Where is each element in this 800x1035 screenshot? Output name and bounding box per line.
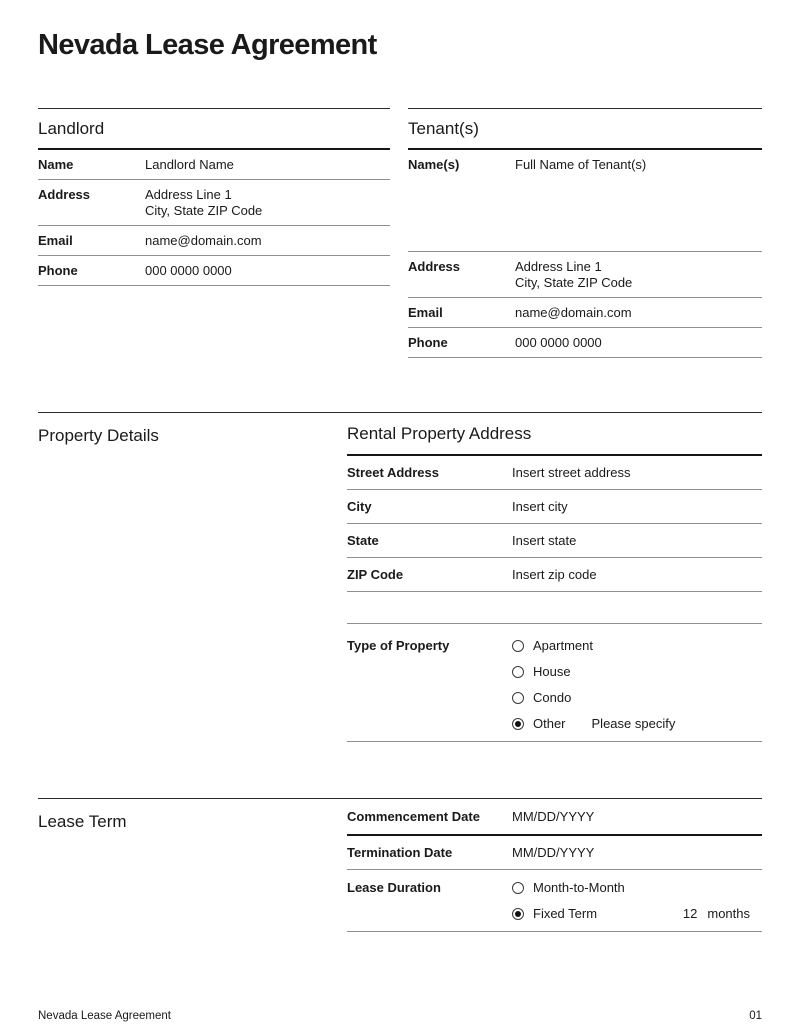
tenant-names-value[interactable]: Full Name of Tenant(s): [515, 156, 647, 172]
other-specify-field[interactable]: Please specify: [591, 716, 676, 732]
option-apartment[interactable]: [512, 637, 762, 655]
radio-icon: [512, 640, 524, 652]
landlord-address-value[interactable]: [143, 187, 262, 219]
option-house-label: House: [533, 664, 571, 680]
tenant-heading: Tenant(s): [408, 109, 762, 150]
lease-duration-options: [512, 879, 762, 931]
landlord-phone-label: Phone: [38, 262, 78, 278]
lease-duration-row: [347, 870, 762, 932]
option-fixed-term-label: Fixed Term: [533, 906, 598, 922]
city-value[interactable]: Insert city: [512, 498, 568, 514]
landlord-address-row: [38, 180, 390, 226]
landlord-address-label: Address: [38, 186, 91, 202]
property-details-heading: Property Details: [38, 425, 159, 445]
tenant-address-value[interactable]: [513, 259, 632, 291]
fixed-term-duration: [683, 906, 762, 921]
option-month-to-month-label: Month-to-Month: [533, 880, 625, 896]
tenant-names-label: Name(s): [408, 156, 460, 172]
option-other-label: Other: [533, 716, 566, 732]
tenant-address-label: Address: [408, 258, 461, 274]
state-value[interactable]: Insert state: [512, 532, 577, 548]
radio-icon: [512, 718, 524, 730]
zip-code-value[interactable]: Insert zip code: [512, 566, 597, 582]
empty-field-row: [347, 592, 762, 624]
landlord-phone-row: [38, 256, 390, 286]
lease-term-heading-wrap: [38, 799, 347, 832]
street-address-label: Street Address: [347, 464, 439, 480]
fixed-term-months-unit: months: [707, 906, 750, 922]
landlord-name-label: Name: [38, 156, 74, 172]
termination-date-row: [347, 836, 762, 870]
option-condo-label: Condo: [533, 690, 572, 706]
footer-document-title: Nevada Lease Agreement: [38, 1010, 171, 1022]
type-of-property-label: Type of Property: [347, 637, 450, 653]
option-condo[interactable]: [512, 689, 762, 707]
landlord-heading: Landlord: [38, 109, 390, 150]
tenant-email-row: [408, 298, 762, 328]
landlord-section: [38, 108, 390, 286]
tenant-address-line1[interactable]: Address Line 1: [515, 258, 602, 274]
landlord-address-line1[interactable]: Address Line 1: [145, 186, 232, 202]
tenant-names-row: [408, 150, 762, 252]
tenant-address-line2[interactable]: City, State ZIP Code: [515, 274, 633, 290]
option-month-to-month[interactable]: [512, 879, 762, 897]
rental-property-address-table: [347, 413, 762, 742]
landlord-email-label: Email: [38, 232, 73, 248]
termination-date-value[interactable]: MM/DD/YYYY: [512, 844, 595, 860]
lease-term-table: [347, 799, 762, 932]
radio-icon: [512, 908, 524, 920]
street-address-value[interactable]: Insert street address: [512, 464, 631, 480]
page-title: Nevada Lease Agreement: [38, 29, 377, 61]
state-label: State: [347, 532, 379, 548]
landlord-email-value[interactable]: name@domain.com: [145, 232, 262, 248]
radio-icon: [512, 882, 524, 894]
landlord-phone-value[interactable]: 000 0000 0000: [145, 262, 232, 278]
tenant-section: [408, 108, 762, 358]
property-details-heading-wrap: [38, 413, 347, 446]
lease-term-heading: Lease Term: [38, 811, 127, 831]
tenant-email-label: Email: [408, 304, 443, 320]
tenant-phone-row: [408, 328, 762, 358]
commencement-date-value[interactable]: MM/DD/YYYY: [512, 808, 595, 824]
landlord-name-row: [38, 150, 390, 180]
termination-date-label: Termination Date: [347, 844, 453, 860]
state-row: [347, 524, 762, 558]
type-of-property-row: [347, 624, 762, 742]
tenant-phone-value[interactable]: 000 0000 0000: [515, 334, 602, 350]
city-row: [347, 490, 762, 524]
parties-section: [38, 108, 762, 358]
lease-term-section: [38, 798, 762, 932]
option-other[interactable]: [512, 715, 762, 733]
lease-duration-label: Lease Duration: [347, 879, 441, 895]
option-apartment-label: Apartment: [533, 638, 593, 654]
landlord-email-row: [38, 226, 390, 256]
street-address-row: [347, 456, 762, 490]
option-house[interactable]: [512, 663, 762, 681]
footer-page-number: 01: [749, 1010, 762, 1022]
radio-icon: [512, 692, 524, 704]
tenant-email-value[interactable]: name@domain.com: [515, 304, 632, 320]
fixed-term-months-value[interactable]: 12: [682, 906, 698, 922]
option-fixed-term[interactable]: [512, 905, 762, 923]
commencement-date-label: Commencement Date: [347, 808, 480, 824]
zip-code-label: ZIP Code: [347, 566, 404, 582]
type-of-property-options: [512, 637, 762, 741]
city-label: City: [347, 498, 372, 514]
landlord-address-line2[interactable]: City, State ZIP Code: [145, 202, 263, 218]
commencement-date-row: [347, 799, 762, 836]
zip-code-row: [347, 558, 762, 592]
tenant-phone-label: Phone: [408, 334, 448, 350]
landlord-name-value[interactable]: Landlord Name: [145, 156, 234, 172]
rental-property-address-heading: Rental Property Address: [347, 413, 762, 456]
page-footer: [38, 1010, 762, 1022]
tenant-address-row: [408, 252, 762, 298]
radio-icon: [512, 666, 524, 678]
property-details-section: [38, 412, 762, 742]
